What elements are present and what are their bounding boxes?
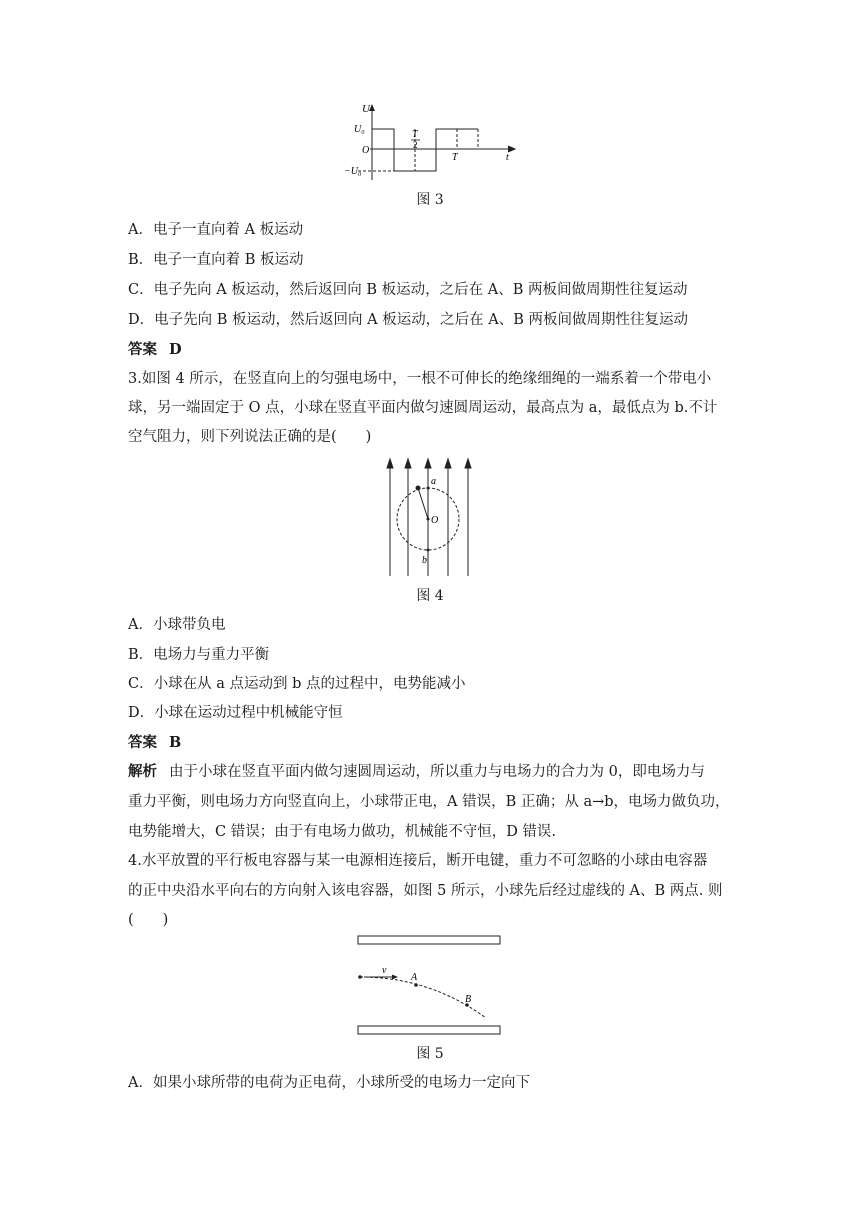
- q2-option-a: A．电子一直向着 A 板运动: [128, 222, 304, 238]
- q2-option-b: B．电子一直向着 B 板运动: [128, 252, 304, 268]
- fig4-point-b-label: b: [422, 555, 427, 566]
- q3-option-b: B．电场力与重力平衡: [128, 647, 270, 663]
- q4-stem-line-2: 的正中央沿水平向右的方向射入该电容器，如图 5 所示，小球先后经过虚线的 A、B 两点. 则: [128, 883, 723, 899]
- q3-analysis-line-1: [128, 762, 705, 782]
- q4-stem-line-3: ( ): [128, 912, 169, 928]
- fig4-center-o-label: O: [431, 515, 439, 526]
- q3-stem-line-1: 3.如图 4 所示，在竖直向上的匀强电场中，一根不可伸长的绝缘细绳的一端系着一个带电小: [128, 371, 712, 387]
- fig3-u0-label: U₀: [354, 124, 365, 135]
- answer-value: B: [169, 734, 182, 751]
- fig3-half-period-numerator: T: [412, 129, 418, 140]
- q4-stem-line-1: 4.水平放置的平行板电容器与某一电源相连接后，断开电键，重力不可忽略的小球由电容器: [128, 853, 708, 869]
- answer-label: 答案: [128, 341, 157, 358]
- fig3-u-label: U: [362, 103, 370, 115]
- q3-analysis-line-2: 重力平衡，则电场力方向竖直向上，小球带正电，A 错误，B 正确；从 a→b，电场力做负功，: [128, 794, 730, 810]
- q2-answer: [128, 340, 182, 360]
- q3-analysis-line-3: 电势能增大，C 错误；由于有电场力做功，机械能不守恒，D 错误.: [128, 824, 557, 840]
- fig5-velocity-label: v: [382, 965, 387, 976]
- figure-4-caption: 图 4: [416, 588, 444, 604]
- q3-stem-line-2: 球，另一端固定于 O 点，小球在竖直平面内做匀速圆周运动，最高点为 a，最低点为 b.不计: [128, 400, 718, 416]
- figure-5-caption: 图 5: [416, 1046, 444, 1062]
- answer-label: 答案: [128, 734, 157, 751]
- analysis-label: 解析: [128, 763, 157, 780]
- q2-option-d: D．电子先向 B 板运动，然后返回向 A 板运动，之后在 A、B 两板间做周期性往复运动: [128, 312, 689, 328]
- q3-answer: [128, 733, 181, 753]
- fig3-period-label: T: [452, 152, 458, 163]
- q3-option-c: C．小球在从 a 点运动到 b 点的过程中，电势能减小: [128, 676, 466, 692]
- q3-stem-line-3: 空气阻力，则下列说法正确的是( ): [128, 429, 372, 445]
- fig5-point-b-label: B: [465, 994, 472, 1005]
- answer-value: D: [169, 341, 182, 358]
- fig3-half-period-denominator: 2: [413, 140, 418, 150]
- figure-5-capacitor: [350, 930, 510, 1040]
- figure-3-caption: 图 3: [416, 192, 444, 208]
- fig4-point-a-label: a: [431, 476, 436, 487]
- q2-option-c: C．电子先向 A 板运动，然后返回向 B 板运动，之后在 A、B 两板间做周期性往复运动: [128, 282, 688, 298]
- fig3-origin-label: O: [362, 145, 370, 156]
- figure-4-circular-motion: [380, 456, 480, 578]
- q4-option-a: A．如果小球所带的电荷为正电荷，小球所受的电场力一定向下: [128, 1075, 530, 1091]
- fig5-point-a-label: A: [411, 972, 418, 983]
- fig3-neg-u0-label: −U₀: [344, 166, 362, 177]
- q3-option-a: A．小球带负电: [128, 617, 226, 633]
- analysis-text-1: 由于小球在竖直平面内做匀速圆周运动，所以重力与电场力的合力为 0，即电场力与: [169, 764, 705, 780]
- q3-option-d: D．小球在运动过程中机械能守恒: [128, 705, 343, 721]
- fig3-t-axis-label: t: [506, 152, 509, 163]
- figure-3-voltage-graph: [340, 100, 520, 184]
